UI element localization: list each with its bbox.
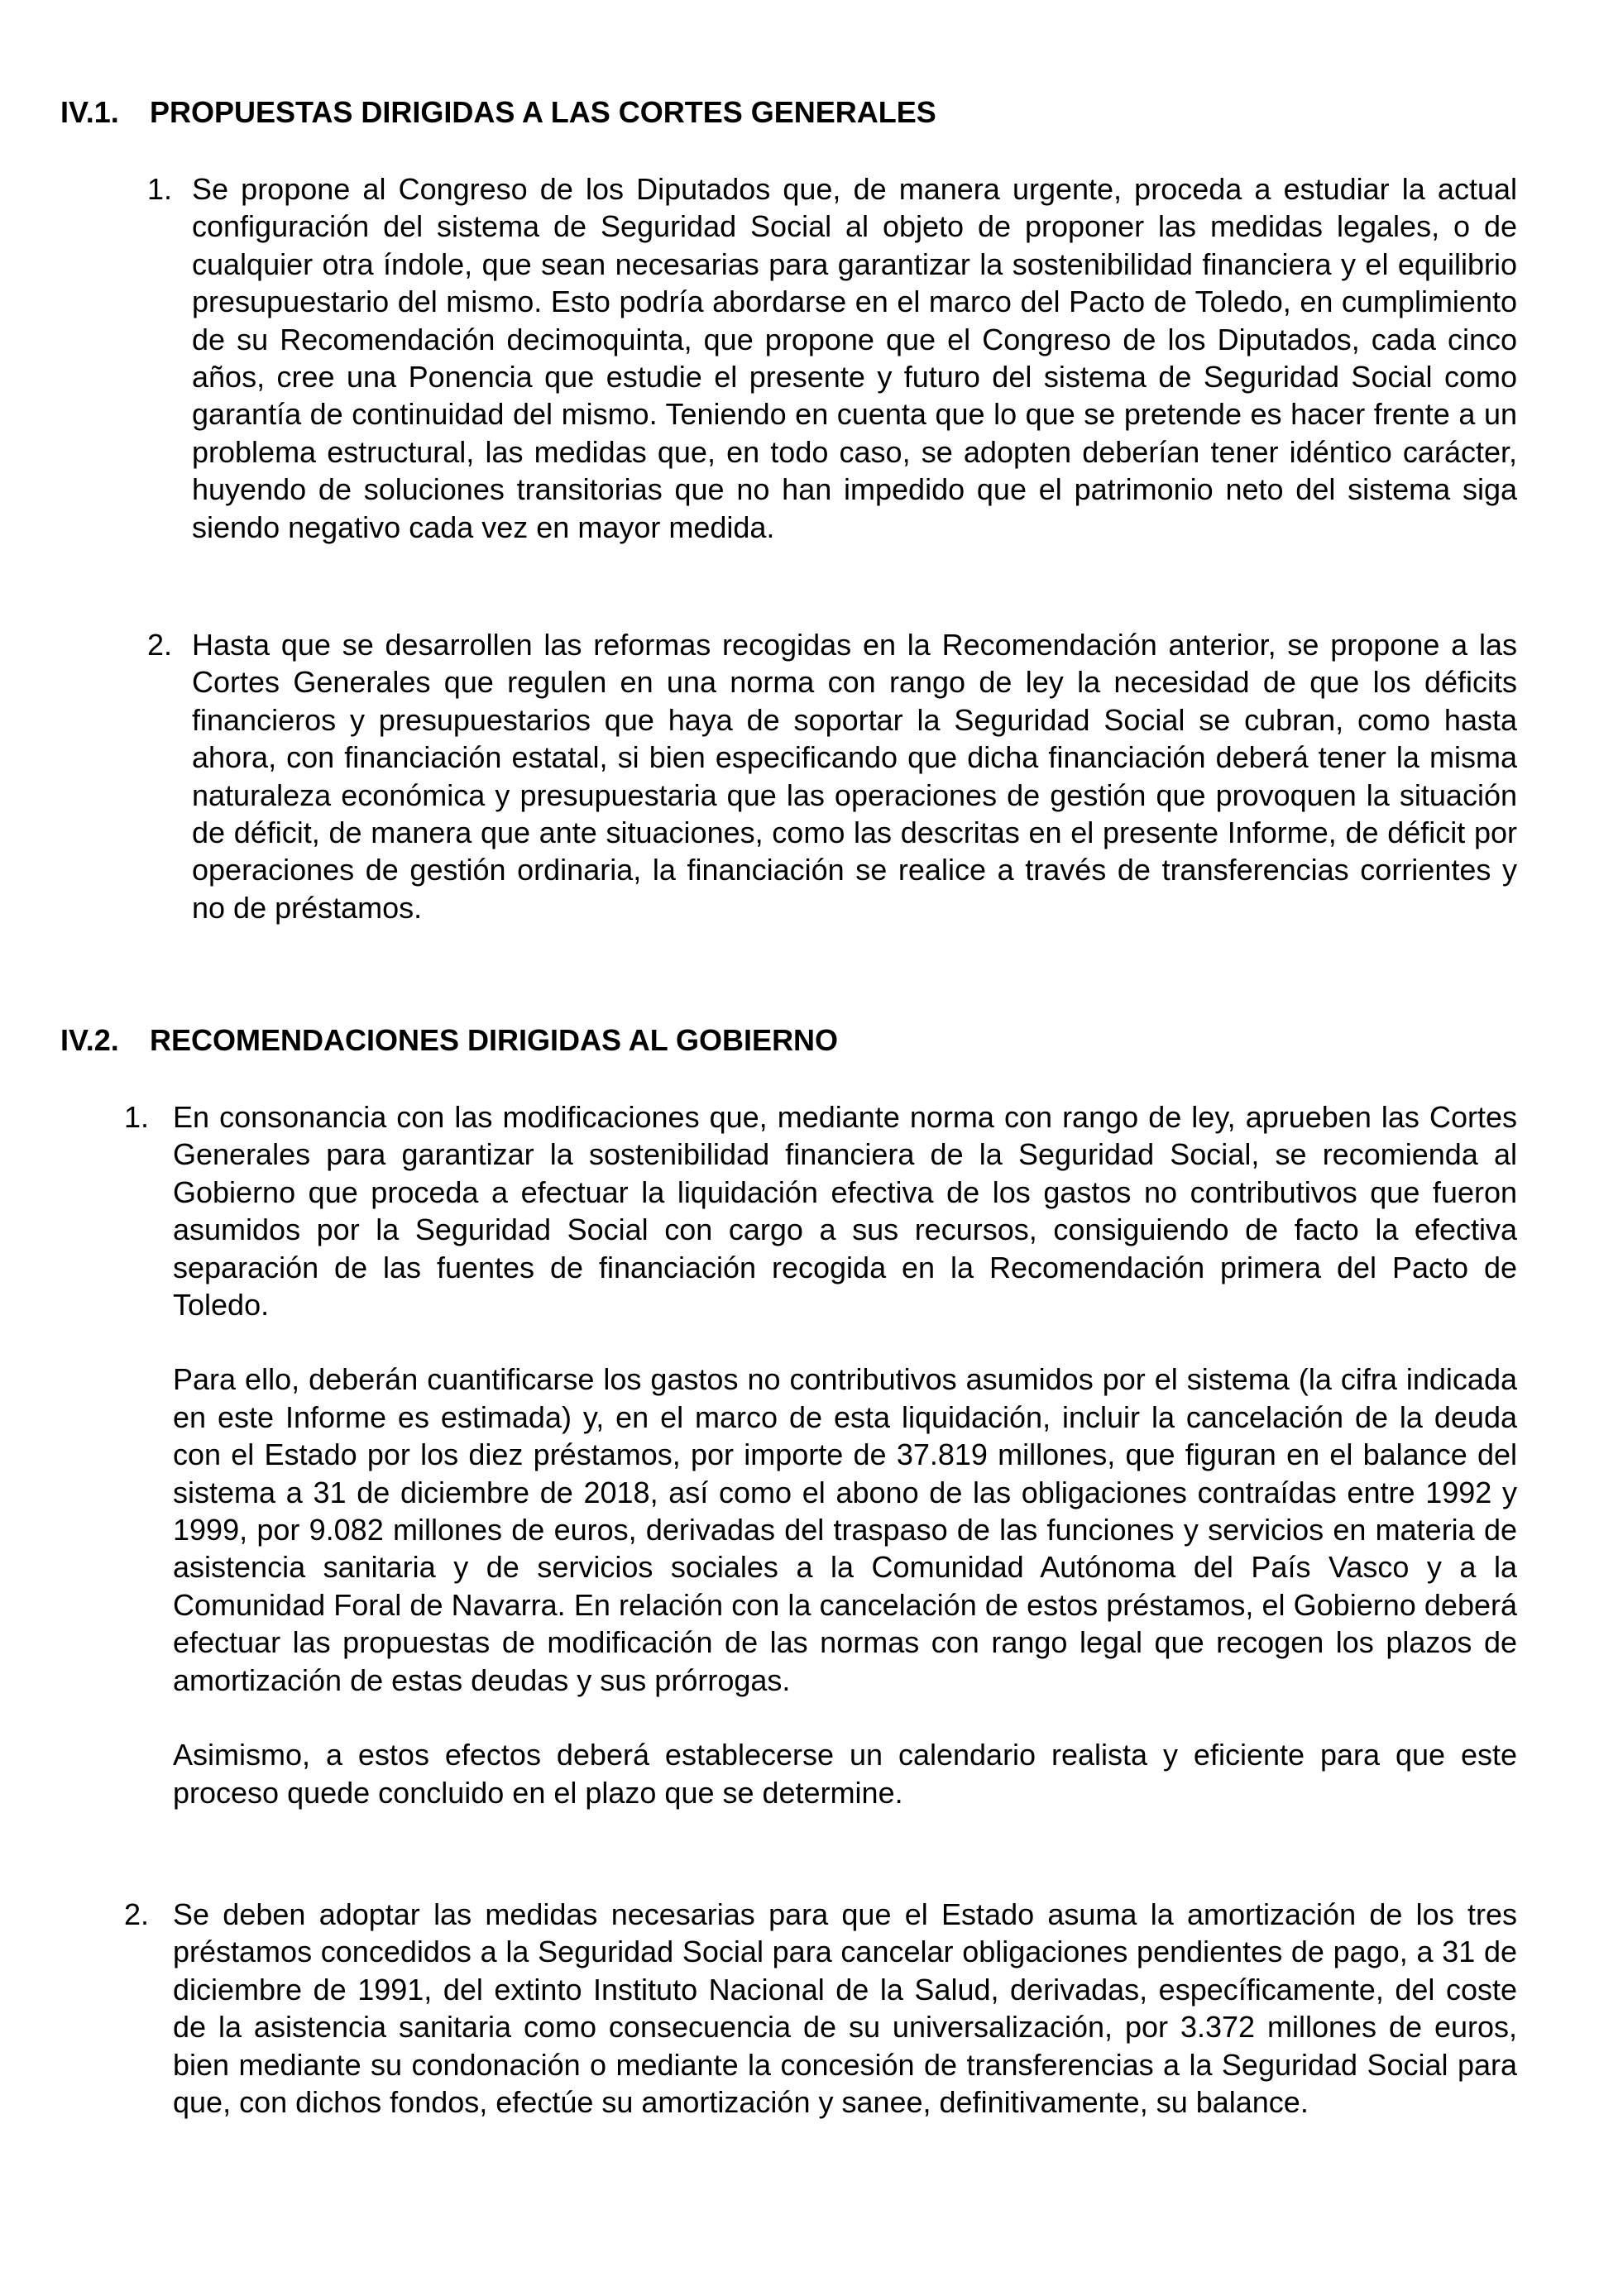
item-body <box>173 1098 1517 1811</box>
paragraph: Hasta que se desarrollen las reformas recogidas en la Recomendación anterior, se propone a las Cortes Generales que regulen en una norma con rango de ley la necesidad de que los déficits financieros y presupuestarios que haya de soportar la Seguridad Social se cubran, como hasta ahora, con financiación estatal, si bien especificando que dicha financiación deberá tener la misma naturaleza económica y presupuestaria que las operaciones de gestión que provoquen la situación de déficit, de manera que ante situaciones, como las descritas en el presente Informe, de déficit por operaciones de gestión ordinaria, la financiación se realice a través de transferencias corrientes y no de préstamos. <box>192 628 1517 925</box>
item-body <box>192 626 1517 926</box>
paragraph: Se propone al Congreso de los Diputados que, de manera urgente, proceda a estudiar la actual configuración del sistema de Seguridad Social al objeto de proponer las medidas legales, o de cualquier otra índole, que sean necesarias para garantizar la sostenibilidad financiera y el equilibrio presupuestario del mismo. Esto podría abordarse en el marco del Pacto de Toledo, en cumplimiento de su Recomendación decimoquinta, que propone que el Congreso de los Diputados, cada cinco años, cree una Ponencia que estudie el presente y futuro del sistema de Seguridad Social como garantía de continuidad del mismo. Teniendo en cuenta que lo que se pretende es hacer frente a un problema estructural, las medidas que, en todo caso, se adopten deberían tener idéntico carácter, huyendo de soluciones transitorias que no han impedido que el patrimonio neto del sistema siga siendo negativo cada vez en mayor medida. <box>192 172 1517 544</box>
item-number: 2. <box>146 628 172 662</box>
item-number: 1. <box>146 172 172 206</box>
paragraph: Se deben adoptar las medidas necesarias para que el Estado asuma la amortización de los tres préstamos concedidos a la Seguridad Social para cancelar obligaciones pendientes de pago, a 31 de diciembre de 1991, del extinto Instituto Nacional de la Salud, derivadas, específicamente, del coste de la asistencia sanitaria como consecuencia de su universalización, por 3.372 millones de euros, bien mediante su condonación o mediante la concesión de transferencias a la Seguridad Social para que, con dichos fondos, efectúe su amortización y sanee, definitivamente, su balance. <box>173 1897 1517 2120</box>
paragraph: Asimismo, a estos efectos deberá establecerse un calendario realista y eficiente para que este proceso quede concluido en el plazo que se determine. <box>173 1738 1517 1810</box>
section-heading-iv2 <box>60 1022 838 1059</box>
paragraph: En consonancia con las modificaciones que, mediante norma con rango de ley, aprueben las Cortes Generales para garantizar la sostenibilidad financiera de la Seguridad Social, se recomienda al Gobierno que proceda a efectuar la liquidación efectiva de los gastos no contributivos que fueron asumidos por la Seguridad Social con cargo a sus recursos, consiguiendo de facto la efectiva separación de las fuentes de financiación recogida en la Recomendación primera del Pacto de Toledo. <box>173 1100 1517 1323</box>
section-title: PROPUESTAS DIRIGIDAS A LAS CORTES GENERALES <box>150 95 936 129</box>
item-number: 2. <box>123 1897 149 1931</box>
item-number: 1. <box>123 1100 149 1134</box>
item-body <box>192 170 1517 546</box>
section-number: IV.1. <box>60 95 119 129</box>
section-number: IV.2. <box>60 1023 119 1057</box>
section-title: RECOMENDACIONES DIRIGIDAS AL GOBIERNO <box>150 1023 839 1057</box>
section-heading-iv1 <box>60 94 936 131</box>
paragraph: Para ello, deberán cuantificarse los gastos no contributivos asumidos por el sistema (la cifra indicada en este Informe es estimada) y, en el marco de esta liquidación, incluir la cancelación de la deuda con el Estado por los diez préstamos, por importe de 37.819 millones, que figuran en el balance del sistema a 31 de diciembre de 2018, así como el abono de las obligaciones contraídas entre 1992 y 1999, por 9.082 millones de euros, derivadas del traspaso de las funciones y servicios en materia de asistencia sanitaria y de servicios sociales a la Comunidad Autónoma del País Vasco y a la Comunidad Foral de Navarra. En relación con la cancelación de estos préstamos, el Gobierno deberá efectuar las propuestas de modificación de las normas con rango legal que recogen los plazos de amortización de estas deudas y sus prórrogas. <box>173 1362 1517 1697</box>
item-body <box>173 1896 1517 2121</box>
